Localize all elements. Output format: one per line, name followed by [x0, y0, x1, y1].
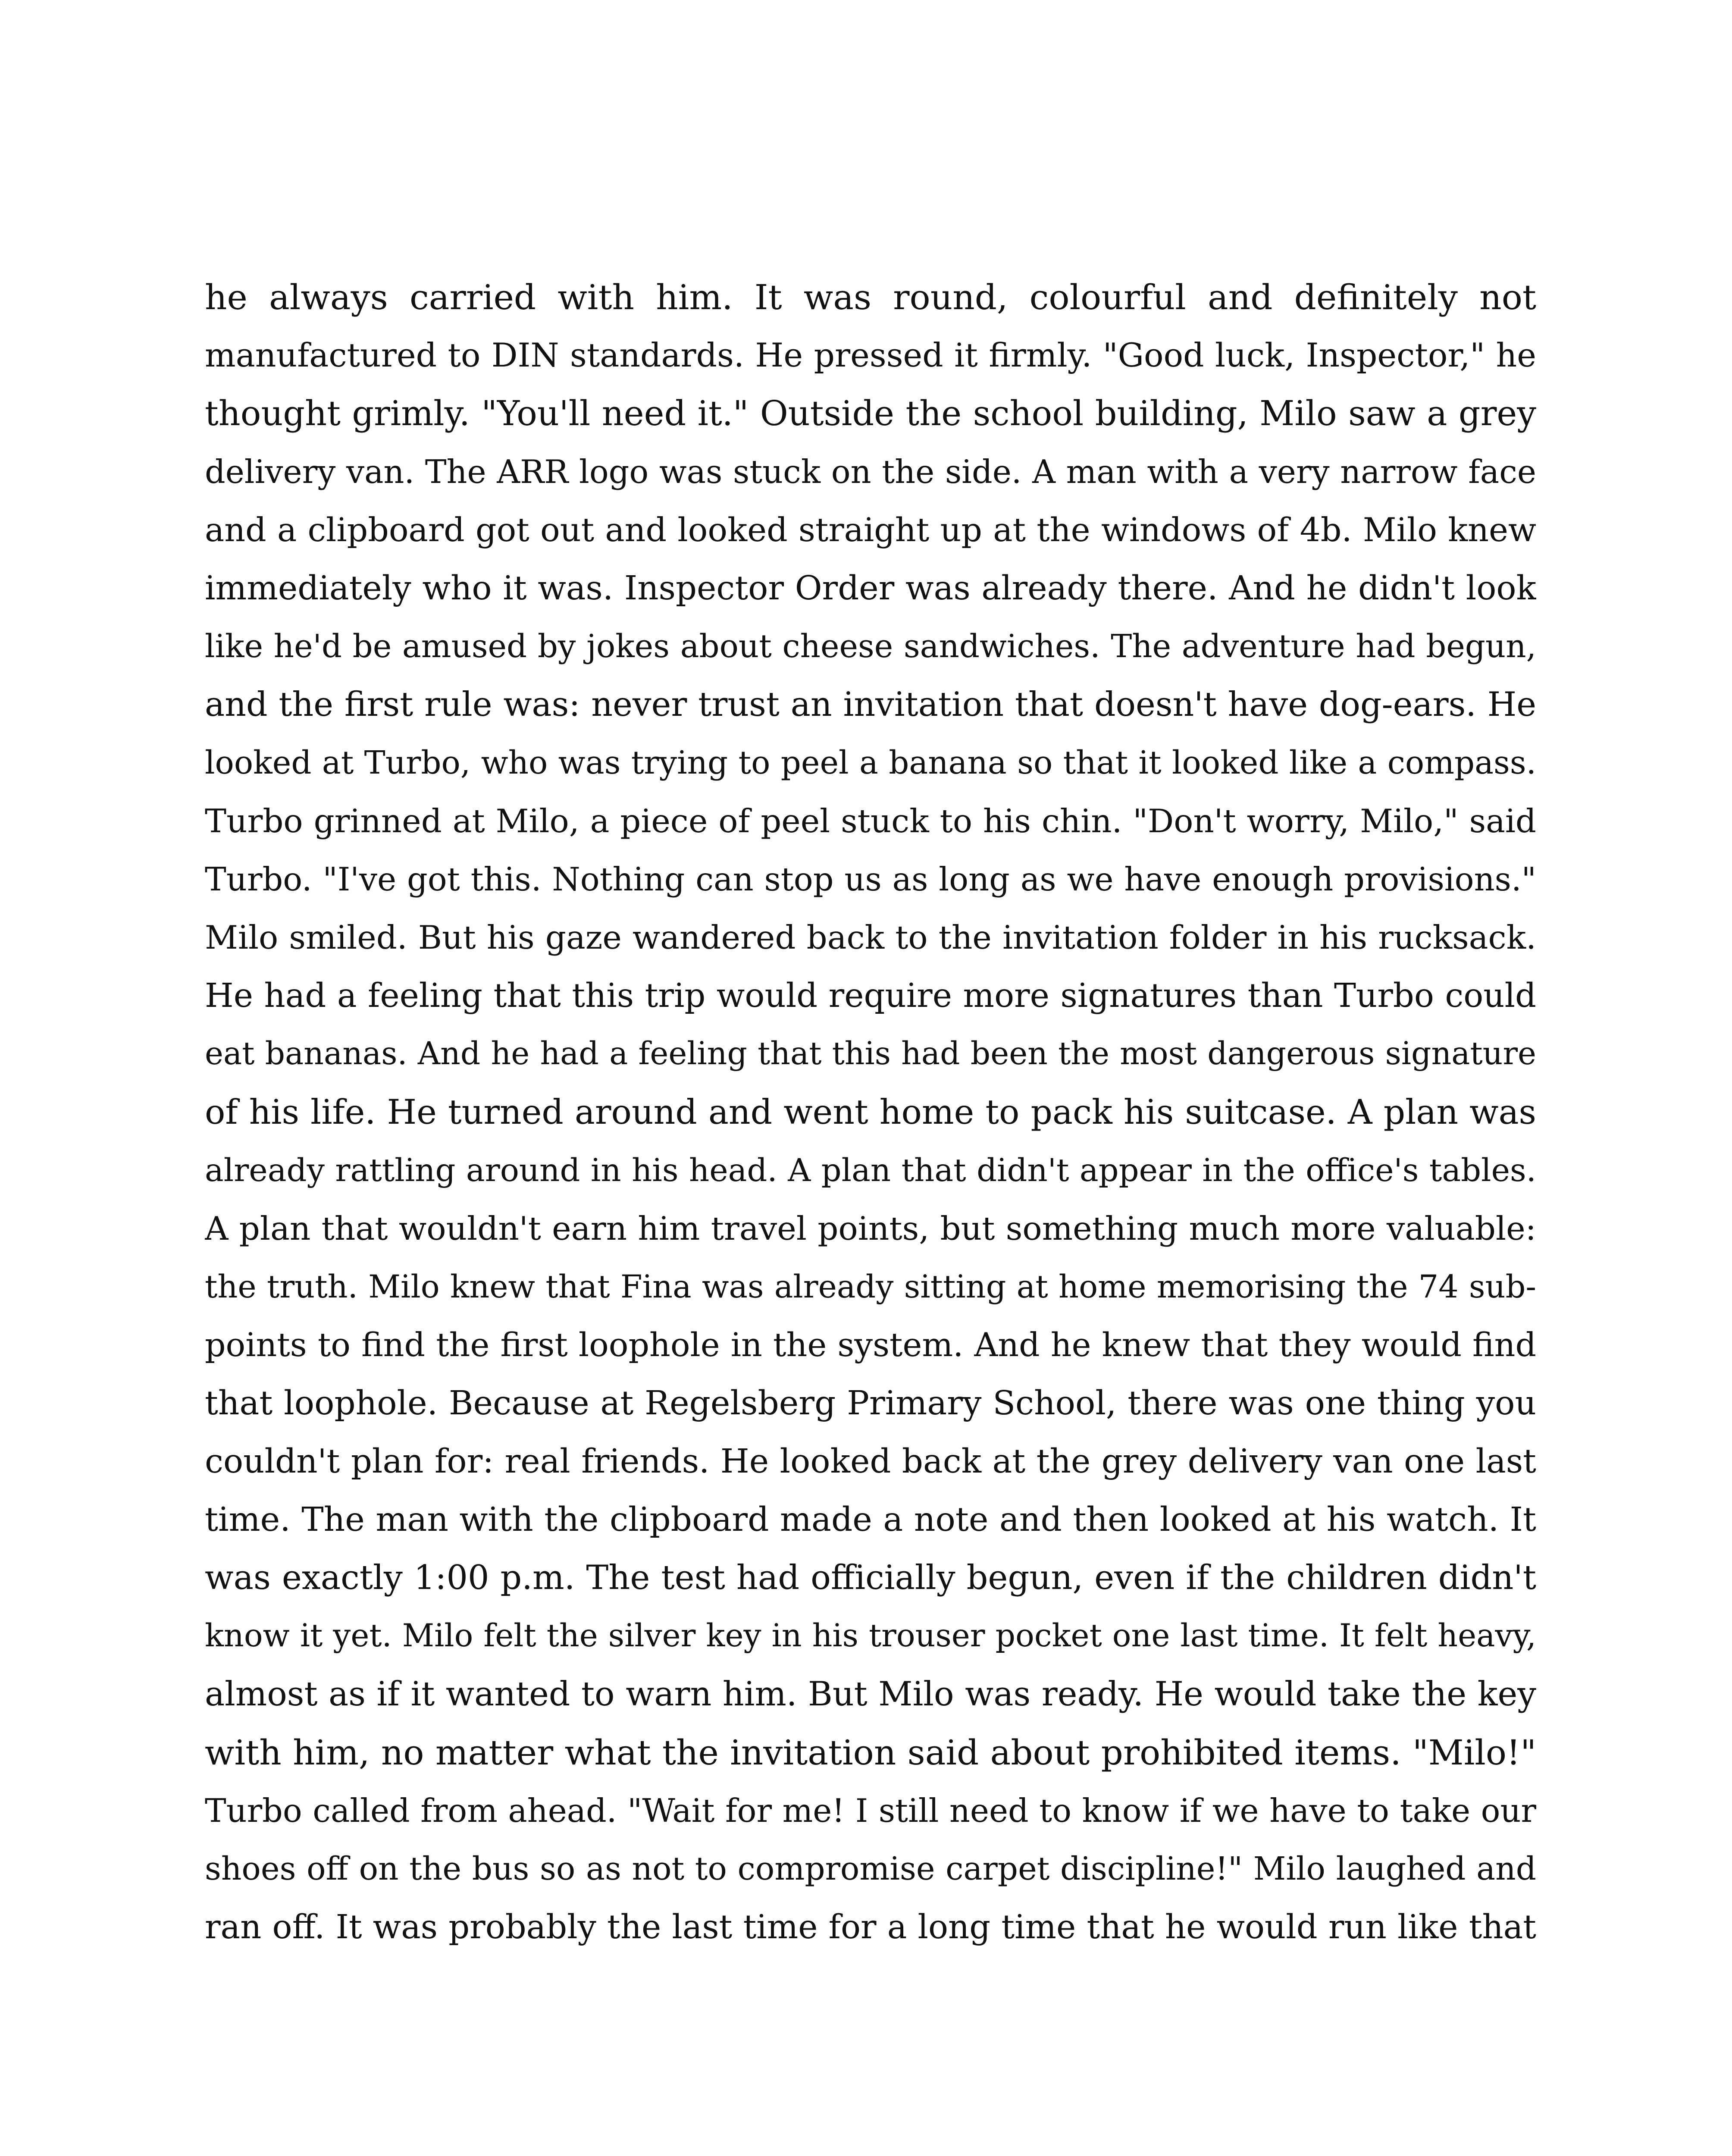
text-line-16: already rattling around in his head. A plan that didn't appear in the office's tables.	[205, 1152, 1536, 1189]
text-line-3: thought grimly. "You'll need it." Outside the school building, Milo saw a grey	[205, 394, 1536, 433]
text-line-10: Turbo grinned at Milo, a piece of peel stuck to his chin. "Don't worry, Milo," said	[205, 802, 1536, 840]
text-line-26: with him, no matter what the invitation said about prohibited items. "Milo!"	[205, 1733, 1536, 1773]
text-line-27: Turbo called from ahead. "Wait for me! I still need to know if we have to take our	[205, 1792, 1536, 1830]
text-line-22: time. The man with the clipboard made a note and then looked at his watch. It	[205, 1500, 1536, 1539]
text-line-1: he always carried with him. It was round, colourful and definitely not	[205, 277, 1536, 317]
text-line-17: A plan that wouldn't earn him travel points, but something much more valuable:	[205, 1210, 1536, 1247]
text-line-21: couldn't plan for: real friends. He looked back at the grey delivery van one last	[205, 1442, 1536, 1481]
text-line-7: like he'd be amused by jokes about cheese sandwiches. The adventure had begun,	[205, 628, 1536, 665]
text-line-25: almost as if it wanted to warn him. But Milo was ready. He would take the key	[205, 1675, 1536, 1714]
text-line-4: delivery van. The ARR logo was stuck on the side. A man with a very narrow face	[205, 453, 1536, 491]
text-line-20: that loophole. Because at Regelsberg Primary School, there was one thing you	[205, 1384, 1536, 1423]
text-line-11: Turbo. "I've got this. Nothing can stop us as long as we have enough provisions."	[205, 861, 1536, 898]
text-line-24: know it yet. Milo felt the silver key in his trouser pocket one last time. It felt heavy,	[205, 1618, 1536, 1654]
body-text	[205, 268, 1536, 1956]
text-line-18: the truth. Milo knew that Fina was already sitting at home memorising the 74 sub-	[205, 1269, 1536, 1305]
text-line-13: He had a feeling that this trip would require more signatures than Turbo could	[205, 977, 1536, 1015]
text-line-15: of his life. He turned around and went home to pack his suitcase. A plan was	[205, 1092, 1536, 1132]
text-line-6: immediately who it was. Inspector Order was already there. And he didn't look	[205, 569, 1536, 608]
text-line-8: and the first rule was: never trust an invitation that doesn't have dog-ears. He	[205, 685, 1536, 724]
text-line-19: points to find the first loophole in the system. And he knew that they would find	[205, 1326, 1536, 1364]
text-line-23: was exactly 1:00 p.m. The test had officially begun, even if the children didn't	[205, 1558, 1536, 1597]
text-line-9: looked at Turbo, who was trying to peel a banana so that it looked like a compass.	[205, 745, 1536, 781]
text-line-29: ran off. It was probably the last time for a long time that he would run like that	[205, 1908, 1536, 1946]
text-line-12: Milo smiled. But his gaze wandered back to the invitation folder in his rucksack.	[205, 918, 1536, 956]
text-line-28: shoes off on the bus so as not to compromise carpet discipline!" Milo laughed and	[205, 1850, 1536, 1887]
text-line-5: and a clipboard got out and looked straight up at the windows of 4b. Milo knew	[205, 511, 1536, 549]
text-line-2: manufactured to DIN standards. He pressed it firmly. "Good luck, Inspector," he	[205, 336, 1536, 374]
text-line-14: eat bananas. And he had a feeling that this had been the most dangerous signature	[205, 1036, 1536, 1072]
